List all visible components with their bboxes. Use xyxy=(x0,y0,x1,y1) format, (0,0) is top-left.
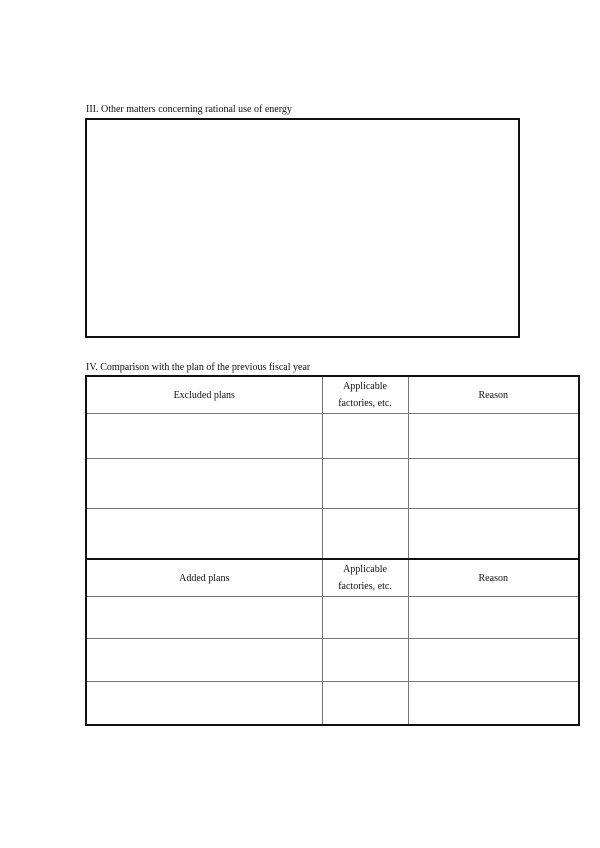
excluded-plans-header: Excluded plans xyxy=(86,376,322,414)
factories-header-line2: factories, etc. xyxy=(338,581,392,592)
added-plans-header: Added plans xyxy=(86,559,322,597)
added-reason-cell[interactable] xyxy=(408,639,579,682)
added-reason-cell[interactable] xyxy=(408,682,579,726)
added-header-row xyxy=(86,559,579,597)
added-factories-header xyxy=(322,559,408,597)
added-factories-cell[interactable] xyxy=(322,597,408,639)
other-matters-text-area[interactable] xyxy=(85,118,520,338)
section-4-heading: IV. Comparison with the plan of the previous fiscal year xyxy=(86,362,311,373)
added-row xyxy=(86,639,579,682)
excluded-plan-cell[interactable] xyxy=(86,414,322,459)
excluded-reason-header: Reason xyxy=(408,376,579,414)
excluded-header-row xyxy=(86,376,579,414)
comparison-table xyxy=(85,375,580,726)
added-factories-cell[interactable] xyxy=(322,682,408,726)
factories-header-line2: factories, etc. xyxy=(338,398,392,409)
excluded-plan-cell[interactable] xyxy=(86,509,322,560)
excluded-reason-cell[interactable] xyxy=(408,459,579,509)
added-plan-cell[interactable] xyxy=(86,597,322,639)
excluded-row xyxy=(86,459,579,509)
added-factories-cell[interactable] xyxy=(322,639,408,682)
section-3-heading: III. Other matters concerning rational use of energy xyxy=(86,104,292,115)
factories-header-line1: Applicable xyxy=(343,381,387,392)
added-reason-cell[interactable] xyxy=(408,597,579,639)
added-row xyxy=(86,597,579,639)
added-row xyxy=(86,682,579,726)
excluded-reason-cell[interactable] xyxy=(408,509,579,560)
excluded-reason-cell[interactable] xyxy=(408,414,579,459)
excluded-row xyxy=(86,509,579,560)
excluded-factories-header xyxy=(322,376,408,414)
added-reason-header: Reason xyxy=(408,559,579,597)
excluded-factories-cell[interactable] xyxy=(322,459,408,509)
added-plan-cell[interactable] xyxy=(86,639,322,682)
excluded-row xyxy=(86,414,579,459)
added-plan-cell[interactable] xyxy=(86,682,322,726)
excluded-plan-cell[interactable] xyxy=(86,459,322,509)
excluded-factories-cell[interactable] xyxy=(322,414,408,459)
excluded-factories-cell[interactable] xyxy=(322,509,408,560)
factories-header-line1: Applicable xyxy=(343,564,387,575)
